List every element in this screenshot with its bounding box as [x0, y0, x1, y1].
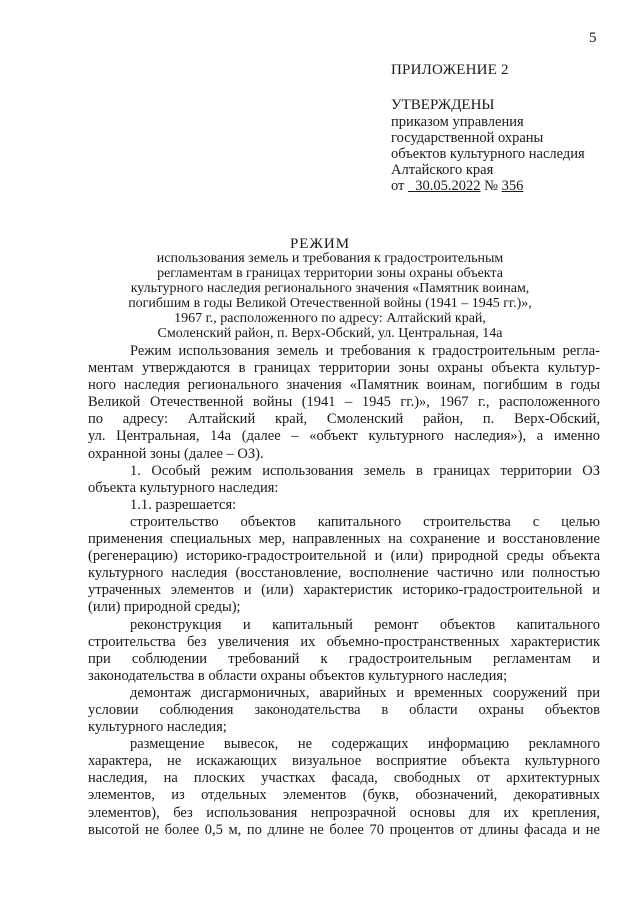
body-line: культурного наследия (восстановление, восполнение частично или полностью: [88, 565, 600, 582]
body-line: Режим использования земель и требования к градостроительным регла-: [130, 343, 600, 359]
subtitle-line: использования земель и требования к градостроительным: [156, 251, 504, 266]
approved-heading: УТВЕРЖДЕНЫ: [391, 97, 495, 113]
order-date: 30.05.2022: [415, 178, 481, 194]
body-line: размещение вывесок, не содержащих информацию рекламного: [130, 736, 600, 753]
body-line: культурного наследия;: [88, 719, 227, 736]
body-line: при соблюдении требований к градостроительным регламентам и: [88, 650, 600, 667]
body-line: характера, не искажающих визуальное восприятие объекта культурного: [88, 753, 600, 770]
body-line: строительства без увеличения их объемно-пространственных характеристик: [88, 633, 600, 650]
page-number: 5: [589, 30, 597, 46]
body-line: объекта культурного наследия:: [88, 479, 279, 496]
subtitle-line: погибшим в годы Великой Отечественной войны (1941 – 1945 гг.)»,: [128, 296, 532, 311]
body-line: высотой не более 0,5 м, по длине не более 70 процентов от длины фасада и не: [88, 821, 600, 838]
body-line: 1.1. разрешается:: [130, 496, 237, 513]
body-paragraph: [88, 514, 600, 617]
subtitle-line: регламентам в границах территории зоны охраны объекта: [157, 266, 503, 281]
body-line: (регенерацию) историко-градостроительной и (или) природной среды объекта: [88, 548, 600, 565]
body-line: элементов), без использования непрозрачной основы для их крепления,: [88, 804, 600, 821]
body-paragraph: [88, 736, 600, 839]
order-prefix: от: [391, 178, 405, 194]
subtitle-line: культурного наследия регионального значения «Памятник воинам,: [130, 281, 530, 296]
body-paragraph: [88, 497, 600, 514]
body-line: условии соблюдения законодательства в области охраны объектов: [88, 701, 600, 718]
body-line: наследия, на плоских участках фасада, свободных от архитектурных: [88, 770, 600, 787]
appendix-heading: ПРИЛОЖЕНИЕ 2: [391, 62, 509, 78]
order-number: 356: [501, 178, 524, 194]
order-line: [391, 178, 585, 194]
body-line: применения специальных мер, направленных на сохранение и восстановление: [88, 531, 600, 548]
subtitle-line: 1967 г., расположенного по адресу: Алтайский край,: [174, 311, 486, 326]
body-text: [88, 343, 600, 839]
document-subtitle: [120, 251, 540, 341]
body-line: элементов, из отдельных элементов (букв, обозначений, декоративных: [88, 787, 600, 804]
body-paragraph: [88, 343, 600, 463]
body-paragraph: [88, 617, 600, 685]
body-line: законодательства в области охраны объектов культурного наследия;: [88, 667, 508, 684]
approval-line: приказом управления: [391, 114, 524, 130]
approval-line: государственной охраны: [391, 130, 544, 146]
document-title: РЕЖИМ: [289, 236, 351, 252]
body-line: по адресу: Алтайский край, Смоленский район, п. Верх-Обский,: [88, 411, 600, 428]
body-line: утраченных элементов и (или) характеристик историко-градостроительной и: [88, 582, 600, 599]
body-line: демонтаж дисгармоничных, аварийных и временных сооружений при: [130, 684, 600, 701]
order-number-sign: №: [484, 178, 498, 194]
approval-line: Алтайского края: [391, 162, 494, 178]
approval-line: объектов культурного наследия: [391, 146, 585, 162]
subtitle-line: Смоленский район, п. Верх-Обский, ул. Центральная, 14а: [157, 326, 503, 341]
body-line: ментам утверждаются в границах территории зоны охраны объекта культур-: [88, 360, 600, 377]
body-paragraph: [88, 685, 600, 736]
approval-block: [391, 97, 585, 194]
body-paragraph: [88, 463, 600, 497]
body-line: охранной зоны (далее – ОЗ).: [88, 445, 264, 462]
body-line: строительство объектов капитального строительства с целью: [130, 513, 600, 530]
body-line: реконструкция и капитальный ремонт объектов капитального: [130, 616, 600, 633]
body-line: ул. Центральная, 14а (далее – «объект культурного наследия»), а именно: [88, 428, 600, 445]
body-line: Великой Отечественной войны (1941 – 1945 гг.)», 1967 г., расположенного: [88, 394, 600, 411]
body-line: (или) природной среды);: [88, 599, 241, 616]
body-line: 1. Особый режим использования земель в границах территории ОЗ: [130, 462, 600, 479]
body-line: ного наследия регионального значения «Памятник воинам, погибшим в годы: [88, 377, 600, 394]
